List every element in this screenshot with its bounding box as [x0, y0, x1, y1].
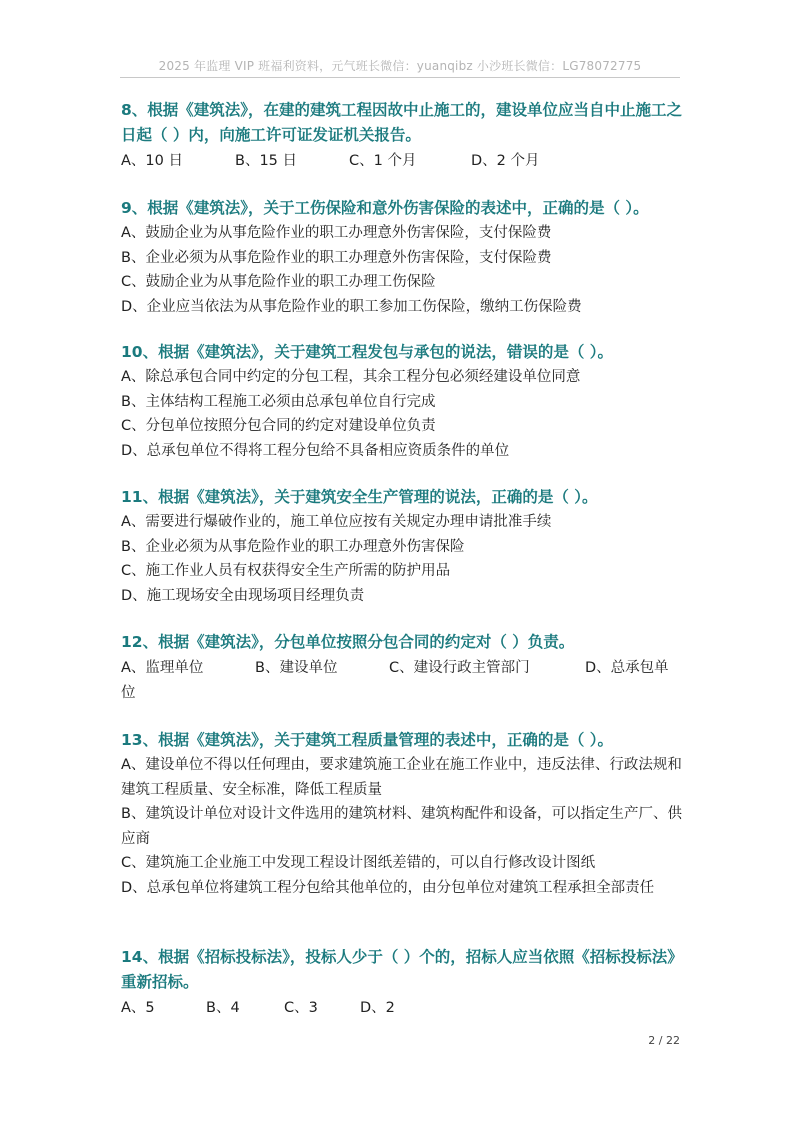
question-14 — [121, 945, 683, 1021]
option-d: D、施工现场安全由现场项目经理负责 — [121, 587, 365, 604]
option-d: D、企业应当依法为从事危险作业的职工参加工伤保险，缴纳工伤保险费 — [121, 298, 582, 315]
option-b: B、企业必须为从事危险作业的职工办理意外伤害保险，支付保险费 — [121, 249, 552, 266]
option-a: A、除总承包合同中约定的分包工程，其余工程分包必须经建设单位同意 — [121, 369, 581, 385]
option-b: B、建筑设计单位对设计文件选用的建筑材料、建筑构配件和设备，可以指定生产厂、供应商 — [121, 806, 682, 847]
option-d: D、总承包单位不得将工程分包给不具备相应资质条件的单位 — [121, 442, 510, 459]
options-row — [121, 656, 681, 705]
option-b: B、主体结构工程施工必须由总承包单位自行完成 — [121, 393, 436, 410]
question-11 — [121, 485, 683, 608]
option-c: C、1 个月 — [349, 153, 417, 169]
question-title: 13、根据《建筑法》，关于建筑工程质量管理的表述中，正确的是（ ）。 — [121, 731, 613, 749]
options-row — [121, 996, 683, 1021]
question-title: 10、根据《建筑法》，关于建筑工程发包与承包的说法，错误的是（ ）。 — [121, 343, 613, 361]
question-title: 11、根据《建筑法》，关于建筑安全生产管理的说法，正确的是（ ）。 — [121, 488, 598, 506]
header-divider — [120, 77, 680, 78]
option-a: A、需要进行爆破作业的，施工单位应按有关规定办理申请批准手续 — [121, 514, 552, 530]
option-c: C、分包单位按照分包合同的约定对建设单位负责 — [121, 418, 436, 434]
option-d: D、总承包单位 — [121, 660, 669, 701]
option-a: A、鼓励企业为从事危险作业的职工办理意外伤害保险，支付保险费 — [121, 225, 552, 241]
option-a: A、监理单位 — [121, 660, 204, 676]
option-a: A、10 日 — [121, 153, 183, 169]
option-c: C、建筑施工企业施工中发现工程设计图纸差错的，可以自行修改设计图纸 — [121, 855, 596, 871]
option-c: C、鼓励企业为从事危险作业的职工办理工伤保险 — [121, 274, 436, 290]
question-10 — [121, 340, 683, 463]
page-number: 2 / 22 — [648, 1034, 680, 1047]
option-b: B、企业必须为从事危险作业的职工办理意外伤害保险 — [121, 538, 465, 555]
question-title: 8、根据《建筑法》，在建的建筑工程因故中止施工的，建设单位应当自中止施工之日起（ ）内，向施工许可证发证机关报告。 — [121, 101, 683, 144]
option-b: B、建设单位 — [255, 660, 338, 676]
option-b: B、15 日 — [235, 153, 298, 169]
question-8 — [121, 98, 683, 174]
option-d: D、总承包单位将建筑工程分包给其他单位的，由分包单位对建筑工程承担全部责任 — [121, 879, 655, 896]
question-13 — [121, 728, 683, 900]
option-a: A、建设单位不得以任何理由，要求建筑施工企业在施工作业中，违反法律、行政法规和建筑工程质量、安全标准，降低工程质量 — [121, 757, 682, 798]
question-title: 14、根据《招标投标法》，投标人少于（ ）个的，招标人应当依照《招标投标法》重新招标。 — [121, 948, 683, 991]
option-b: B、4 — [206, 1000, 240, 1016]
option-d: D、2 个月 — [471, 153, 540, 169]
question-12 — [121, 630, 683, 705]
question-title: 9、根据《建筑法》，关于工伤保险和意外伤害保险的表述中，正确的是（ ）。 — [121, 199, 649, 217]
page-header: 2025 年监理 VIP 班福利资料，元气班长微信：yuanqibz 小沙班长微信：LG78072775 — [158, 59, 642, 73]
options-row — [121, 149, 683, 174]
option-c: C、施工作业人员有权获得安全生产所需的防护用品 — [121, 563, 451, 579]
option-a: A、5 — [121, 1000, 155, 1016]
question-title: 12、根据《建筑法》，分包单位按照分包合同的约定对（ ）负责。 — [121, 633, 575, 651]
option-c: C、3 — [284, 1000, 318, 1016]
option-c: C、建设行政主管部门 — [389, 660, 530, 676]
option-d: D、2 — [360, 1000, 395, 1016]
question-9 — [121, 196, 683, 319]
